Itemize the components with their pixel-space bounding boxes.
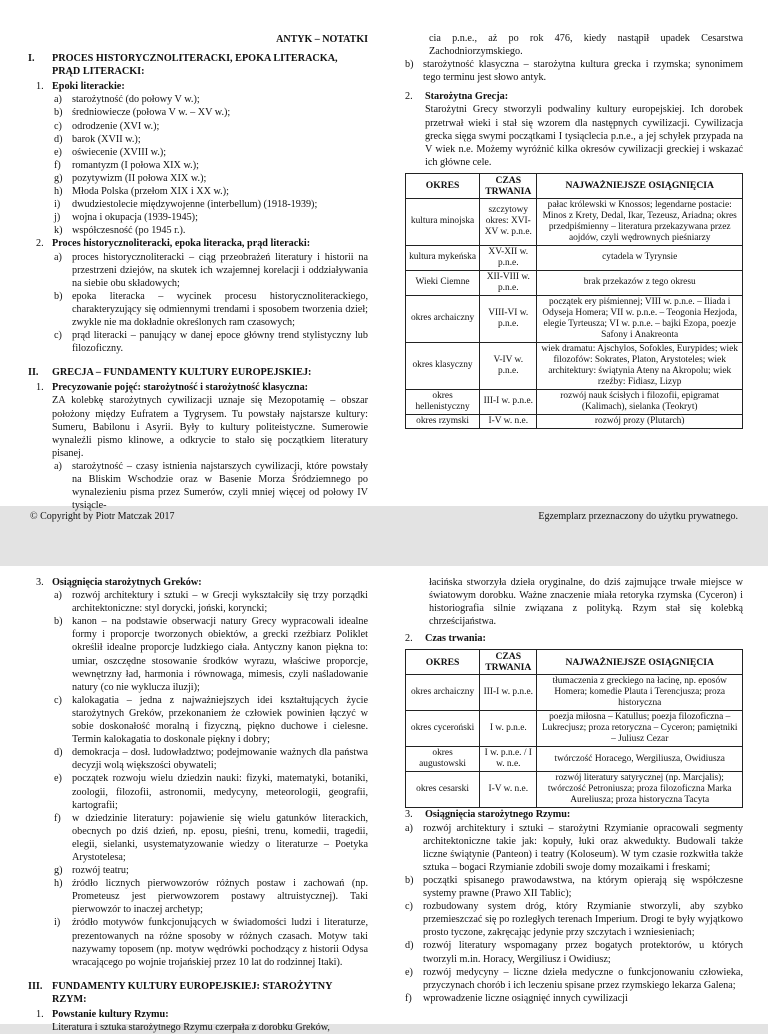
- paragraph: Literatura i sztuka starożytnego Rzymu czerpała z dorobku Greków,: [52, 1022, 330, 1034]
- list-item: [405, 874, 743, 900]
- table-row: [406, 711, 743, 747]
- table-cell: rozwój literatury satyrycznej (np. Marcjalis); twórczość Petroniusza; proza filozoficzna Marka Aureliusza; proza historyczna Tacyta: [537, 772, 743, 808]
- table-cell: okres cesarski: [406, 772, 480, 808]
- table-row: [406, 245, 743, 270]
- list-item: [28, 224, 368, 237]
- list-marker: e): [405, 966, 413, 978]
- list-item: [28, 146, 368, 159]
- table-cell: XV-XII w. p.n.e.: [480, 245, 537, 270]
- greek-periods-table: [405, 173, 743, 429]
- list-text: starożytność – czasy istnienia najstarszych cywilizacji, które powstały na Bliskim Wschodzie oraz w Basenie Morza Śródziemnego po wynalezieniu pisma przez Sumerów, czyli mniej więcej od połowy IV tysiącle-: [72, 460, 368, 512]
- list-text: demokracja – dosł. ludowładztwo; podejmowanie ważnych dla państwa decyzji wolą większości obywateli;: [72, 747, 368, 772]
- list-item: [28, 159, 368, 172]
- list-text: kanon – na podstawie obserwacji natury Grecy wypracowali idealne formy i proporcje tworzonych obiektów, a grecki rzeźbiarz Poliklet określił idealne proporcje ludzkiego ciała. Antyczny kanon piękna to: umiar, oszczędne stosowanie środków wyrazu, właściwe proporcje, wewnętrzny ład, harmonia i równowaga, mimesis, czyli naśladowanie natury (co nie wyklucza iluzji);: [72, 616, 368, 693]
- table-cell: kultura mykeńska: [406, 245, 480, 270]
- list-marker: e): [54, 773, 62, 785]
- list-text: wojna i okupacja (1939-1945);: [72, 212, 198, 224]
- list-text: początek rozwoju wielu dziedzin nauki: fizyki, matematyki, botaniki, zoologii, filozofii, astronomii, medycyny, meteorologii, geografii, kartografii;: [72, 773, 368, 811]
- list-item: [405, 900, 743, 939]
- table-row: [406, 747, 743, 772]
- document-page-2: [0, 566, 768, 1034]
- list-text: źródło motywów funkcjonujących w świadomości ludzi i literaturze, prezentowanych na różne sposoby w różnych czasach. Motyw taki nazywamy toposem (np. motyw wędrówki pochodzący z historii Odysa wracającego po wojnie trojańskiej przez 10 lat do rodzinnej Itaki).: [72, 917, 368, 968]
- paragraph: Starożytni Grecy stworzyli podwaliny kultury europejskiej. Ich dorobek przetrwał wieki i stał się wzorem dla następnych cywilizacji. Cywilizacja grecka sięga swymi początkami I tysiąclecia p.n.e., a jej schyłek przypada na V wiek n.e. Możemy wyróżnić kilka okresów cywilizacji greckiej i wskazać ich główne cele.: [425, 104, 743, 168]
- table-cell: V-IV w. p.n.e.: [480, 342, 537, 389]
- list-marker: j): [54, 212, 61, 224]
- list-text: oświecenie (XVIII w.);: [72, 146, 167, 158]
- list-text: rozbudowany system dróg, który Rzymianie stworzyli, aby szybko przemieszczać się po rozległych terenach Imperium. Drogi te były wyjątkowo prosto tyczone, zakręcając jedynie przy szczytach i wzniesieniach;: [423, 901, 743, 939]
- table-header: CZAS TRWANIA: [480, 173, 537, 198]
- list-item: [405, 992, 743, 1005]
- list-text: barok (XVII w.);: [72, 133, 141, 145]
- list-marker: 2.: [36, 238, 44, 250]
- list-item: [405, 58, 743, 84]
- list-text: Młoda Polska (przełom XIX i XX w.);: [72, 186, 229, 198]
- table-cell: rozwój prozy (Plutarch): [537, 414, 743, 428]
- list-marker: f): [54, 159, 61, 171]
- table-cell: szczytowy okres: XVI-XV w. p.n.e.: [480, 198, 537, 245]
- list-text: odrodzenie (XVI w.);: [72, 120, 160, 132]
- list-marker: 3.: [405, 809, 413, 821]
- list-marker: a): [54, 460, 62, 472]
- table-header: NAJWAŻNIEJSZE OSIĄGNIĘCIA: [537, 650, 743, 675]
- list-marker: f): [405, 992, 412, 1004]
- list-text: proces historycznoliteracki – ciąg przeobrażeń literatury i historii na przestrzeni dziejów, na skutek ich wzajemnej korelacji i oddziaływania na siebie obu składowych;: [72, 251, 368, 289]
- table-cell: XII-VIII w. p.n.e.: [480, 270, 537, 295]
- table-cell: twórczość Horacego, Wergiliusza, Owidiusza: [537, 747, 743, 772]
- list-text: Proces historycznoliteracki, epoka literacka, prąd literacki:: [52, 238, 311, 250]
- list-marker: II.: [28, 367, 39, 379]
- table-cell: VIII-VI w. p.n.e.: [480, 295, 537, 342]
- table-row: [406, 198, 743, 245]
- roman-periods-table: [405, 649, 743, 808]
- table-cell: okres augustowski: [406, 747, 480, 772]
- table-cell: poezja miłosna – Katullus; poezja filozoficzna – Lukrecjusz; proza retoryczna – Cyceron; pamiętniki – Juliusz Cezar: [537, 711, 743, 747]
- table-cell: okres archaiczny: [406, 295, 480, 342]
- list-text: Osiągnięcia starożytnego Rzymu:: [425, 809, 571, 821]
- table-cell: okres hellenistyczny: [406, 389, 480, 414]
- list-item: [28, 460, 368, 512]
- table-cell: rozwój nauk ścisłych i filozofii, epigramat (Kalimach), sielanka (Teokryt): [537, 389, 743, 414]
- list-item: [28, 133, 368, 146]
- list-text: rozwój architektury i sztuki – starożytni Rzymianie opracowali segmenty architektoniczne takie jak: kopuły, łuki oraz akwedukty. Budowali także liczne świątynie (Panteon) i teatry (Koloseum). W tym czasie rozkwitła także sztuka – bogaci Rzymianie zdobili swoje domy mozaikami i freskami;: [423, 822, 743, 873]
- section-heading-2: II. GRECJA – FUNDAMENTY KULTURY EUROPEJSKIEJ:: [28, 367, 312, 379]
- list-marker: a): [405, 822, 413, 834]
- list-item: [28, 211, 368, 224]
- table-cell: III-I w. p.n.e.: [480, 389, 537, 414]
- table-cell: I w. p.n.e.: [480, 711, 537, 747]
- table-cell: I-V w. n.e.: [480, 772, 537, 808]
- list-marker: 1.: [36, 1009, 44, 1020]
- list-marker: b): [405, 59, 414, 71]
- document-page-1: [0, 0, 768, 512]
- list-text: rozwój literatury wspomagany przez bogatych protektorów, u których tworzyli m.in. Horacy, Wergiliusz i Owidiusz;: [423, 940, 743, 965]
- list-marker: h): [54, 186, 63, 198]
- list-marker: 2.: [405, 91, 413, 103]
- page2-left-column: [28, 576, 368, 1034]
- list-text: rozwój architektury i sztuki – w Grecji wykształciły się trzy porządki architektoniczne: styl dorycki, joński, koryncki;: [72, 590, 368, 615]
- table-cell: kultura minojska: [406, 198, 480, 245]
- list-item: [405, 808, 743, 821]
- list-marker: c): [405, 901, 413, 913]
- list-text: Starożytna Grecja:: [425, 91, 509, 103]
- list-item: [28, 237, 368, 250]
- section-heading-3: III. FUNDAMENTY KULTURY EUROPEJSKIEJ: STAROŻYTNY RZYM:: [28, 980, 333, 1005]
- table-row: [406, 295, 743, 342]
- table-row: [406, 414, 743, 428]
- table-header: OKRES: [406, 650, 480, 675]
- list-marker: k): [54, 225, 63, 237]
- list-text: Epoki literackie:: [52, 81, 125, 93]
- list-marker: i): [54, 199, 61, 211]
- list-text: romantyzm (I połowa XIX w.);: [72, 159, 199, 171]
- list-item: [405, 632, 743, 645]
- table-cell: I-V w. n.e.: [480, 414, 537, 428]
- list-item: [28, 80, 368, 93]
- table-cell: I w. p.n.e. / I w. n.e.: [480, 747, 537, 772]
- list-text: rozwój medycyny – liczne dzieła medyczne o funkcjonowaniu człowieka, przyczynach chorób i ich leczeniu spisane przez rzymskiego lekarza Galena;: [423, 966, 743, 991]
- list-item: [28, 746, 368, 772]
- list-marker: 1.: [36, 81, 44, 93]
- list-item: [28, 329, 368, 355]
- footer-note: Egzemplarz przeznaczony do użytku prywatnego.: [538, 511, 738, 522]
- footer-copyright: © Copyright by Piotr Matczak 2017: [30, 511, 175, 522]
- list-marker: f): [54, 812, 61, 824]
- list-item: [28, 251, 368, 290]
- table-row: [406, 675, 743, 711]
- list-marker: a): [54, 590, 62, 602]
- list-text: epoka literacka – wycinek procesu historycznoliterackiego, charakteryzujący się odmiennymi trendami i sposobem tworzenia dzieł; zwykle nie ma dokładnie określonych ram czasowych;: [72, 290, 368, 328]
- list-item: [28, 772, 368, 811]
- table-cell: pałac królewski w Knossos; legendarne postacie: Minos z Krety, Dedal, Ikar, Tezeusz, Ariadna; okres przedpiśmienny – literatura przekazywana przez aojdów, czyli wędrownych pieśniarzy: [537, 198, 743, 245]
- list-marker: 1.: [36, 382, 44, 394]
- list-item: [28, 93, 368, 106]
- list-item: [28, 864, 368, 877]
- list-item: [28, 576, 368, 589]
- table-cell: okres klasyczny: [406, 342, 480, 389]
- list-marker: b): [54, 616, 63, 628]
- table-header: NAJWAŻNIEJSZE OSIĄGNIĘCIA: [537, 173, 743, 198]
- list-marker: 3.: [36, 577, 44, 588]
- list-marker: b): [54, 107, 63, 119]
- list-item: [28, 106, 368, 119]
- list-item: [28, 172, 368, 185]
- list-text: współczesność (po 1945 r.).: [72, 225, 186, 237]
- table-cell: okres cyceroński: [406, 711, 480, 747]
- list-item: [405, 90, 743, 103]
- list-marker: i): [54, 917, 61, 929]
- section-heading-1: I. PROCES HISTORYCZNOLITERACKI, EPOKA LITERACKA, PRĄD LITERACKI:: [28, 53, 338, 78]
- list-text: Precyzowanie pojęć: starożytność i starożytność klasyczna:: [52, 382, 309, 394]
- list-marker: c): [54, 694, 62, 706]
- list-item: [28, 812, 368, 864]
- list-marker: I.: [28, 53, 35, 65]
- list-marker: 2.: [405, 633, 413, 645]
- list-item: [28, 589, 368, 615]
- list-text: rozwój teatru;: [72, 865, 129, 877]
- list-item: [405, 822, 743, 874]
- list-item: [28, 694, 368, 746]
- page2-right-column: [405, 576, 743, 1005]
- table-cell: wiek dramatu: Ajschylos, Sofokles, Eurypides; wiek filozofów: Sokrates, Platon, Arystoteles; wiek architektury: świątynia Ateny na Akropolu; wiek rzeźby: Fidiasz, Lizyp: [537, 342, 743, 389]
- list-marker: h): [54, 878, 63, 890]
- list-item: [28, 198, 368, 211]
- list-item: [28, 290, 368, 329]
- list-item: [28, 916, 368, 968]
- table-header: OKRES: [406, 173, 480, 198]
- table-cell: okres rzymski: [406, 414, 480, 428]
- table-cell: tłumaczenia z greckiego na łacinę, np. eposów Homera; komedie Plauta i Terencjusza; proza historyczna: [537, 675, 743, 711]
- list-marker: a): [54, 94, 62, 106]
- table-row: [406, 342, 743, 389]
- list-text: w dziedzinie literatury: pojawienie się wielu gatunków literackich, obecnych po dziś dzień, np. eposu, pieśni, trenu, komedii, tragedii, elegii, sielanki, usystematyzowanie wiedzy o literaturze – Poetyka Arystotelesa;: [72, 812, 368, 863]
- list-marker: b): [54, 290, 63, 302]
- list-item: [28, 1008, 368, 1021]
- table-header-row: [406, 650, 743, 675]
- list-text: prąd literacki – panujący w danej epoce główny trend stylistyczny lub filozoficzny.: [72, 330, 368, 355]
- list-item: [28, 185, 368, 198]
- table-cell: cytadela w Tyrynsie: [537, 245, 743, 270]
- list-item: [28, 877, 368, 916]
- list-marker: d): [54, 747, 63, 759]
- list-text: kalokagatia – jedna z najważniejszych idei kształtujących życie starożytnych Greków, przekonaniem że człowiek powinien łączyć w sobie doskonałość moralną i fizyczną, piękno duchowe i cielesne. Termin kalokagatia to doskonale piękny i dobry;: [72, 694, 368, 746]
- list-item: [28, 381, 368, 394]
- list-text: dwudziestolecie międzywojenne (interbellum) (1918-1939);: [72, 199, 318, 211]
- list-text: Osiągnięcia starożytnych Greków:: [52, 577, 202, 588]
- table-header-row: [406, 173, 743, 198]
- paragraph: cia p.n.e., aż po rok 476, kiedy nastąpił upadek Cesarstwa Zachodniorzymskiego.: [429, 33, 743, 58]
- list-item: [28, 120, 368, 133]
- table-cell: Wieki Ciemne: [406, 270, 480, 295]
- list-marker: a): [54, 251, 62, 263]
- list-text: starożytność klasyczna – starożytna kultura grecka i rzymska; synonimem tego terminu jest słowo antyk.: [423, 59, 743, 84]
- list-item: [28, 615, 368, 694]
- page-header: ANTYK – NOTATKI: [276, 34, 368, 45]
- list-marker: d): [405, 940, 414, 952]
- list-marker: g): [54, 172, 63, 184]
- list-text: Powstanie kultury Rzymu:: [52, 1009, 169, 1020]
- page1-right-column: [405, 32, 743, 429]
- list-item: [405, 939, 743, 965]
- list-marker: III.: [28, 980, 43, 992]
- list-text: starożytność (do połowy V w.);: [72, 94, 200, 106]
- list-marker: d): [54, 133, 63, 145]
- table-cell: okres archaiczny: [406, 675, 480, 711]
- page1-left-column: [28, 0, 368, 512]
- list-marker: c): [54, 330, 62, 342]
- list-marker: c): [54, 120, 62, 132]
- list-text: średniowiecze (połowa V w. – XV w.);: [72, 107, 231, 119]
- table-header: CZAS TRWANIA: [480, 650, 537, 675]
- list-item: [405, 966, 743, 992]
- list-text: początki spisanego prawodawstwa, na którym opierają się współczesne systemy prawne (Prawo XII Tablic);: [423, 874, 743, 900]
- table-cell: brak przekazów z tego okresu: [537, 270, 743, 295]
- table-cell: początek ery piśmiennej; VIII w. p.n.e. – Iliada i Odyseja Homera; VII w. p.n.e. – Teogonia Hezjoda, elegie Tyrteusza; VI w. p.n.e. – bajki Ezopa, poezje Safony i Anakreonta: [537, 295, 743, 342]
- table-cell: III-I w. p.n.e.: [480, 675, 537, 711]
- table-row: [406, 772, 743, 808]
- table-row: [406, 389, 743, 414]
- list-marker: e): [54, 146, 62, 158]
- list-text: pozytywizm (II połowa XIX w.);: [72, 172, 207, 184]
- list-text: źródło licznych pierwowzorów różnych postaw i zachowań (np. Prometeusz jest pierwowzorem postawy altruistycznej). Taki pierwowzór to inaczej archetyp;: [72, 878, 368, 916]
- list-marker: g): [54, 865, 63, 877]
- paragraph: łacińska stworzyła dzieła oryginalne, do dziś zajmujące trwałe miejsce w światowym dorobku. Ważne znaczenie miała retoryka rzymska (Cyceron) i historiografia silnie związana z polityką. Rzym stał się kolebką chrześcijaństwa.: [429, 577, 743, 628]
- list-marker: b): [405, 874, 414, 886]
- paragraph: ZA kolebkę starożytnych cywilizacji uznaje się Mezopotamię – obszar położony między Eufratem a Tygrysem. Tu powstały najstarsze kultury: Sumeru, Babilonu i Asyrii. Były to kultury politeistyczne. Sumerowie wynaleźli pismo klinowe, a odkrycie to stało się początkiem literatury pisanej.: [52, 395, 368, 459]
- list-text: wprowadzenie liczne osiągnięć innych cywilizacji: [423, 992, 628, 1004]
- list-text: Czas trwania:: [425, 633, 486, 645]
- table-row: [406, 270, 743, 295]
